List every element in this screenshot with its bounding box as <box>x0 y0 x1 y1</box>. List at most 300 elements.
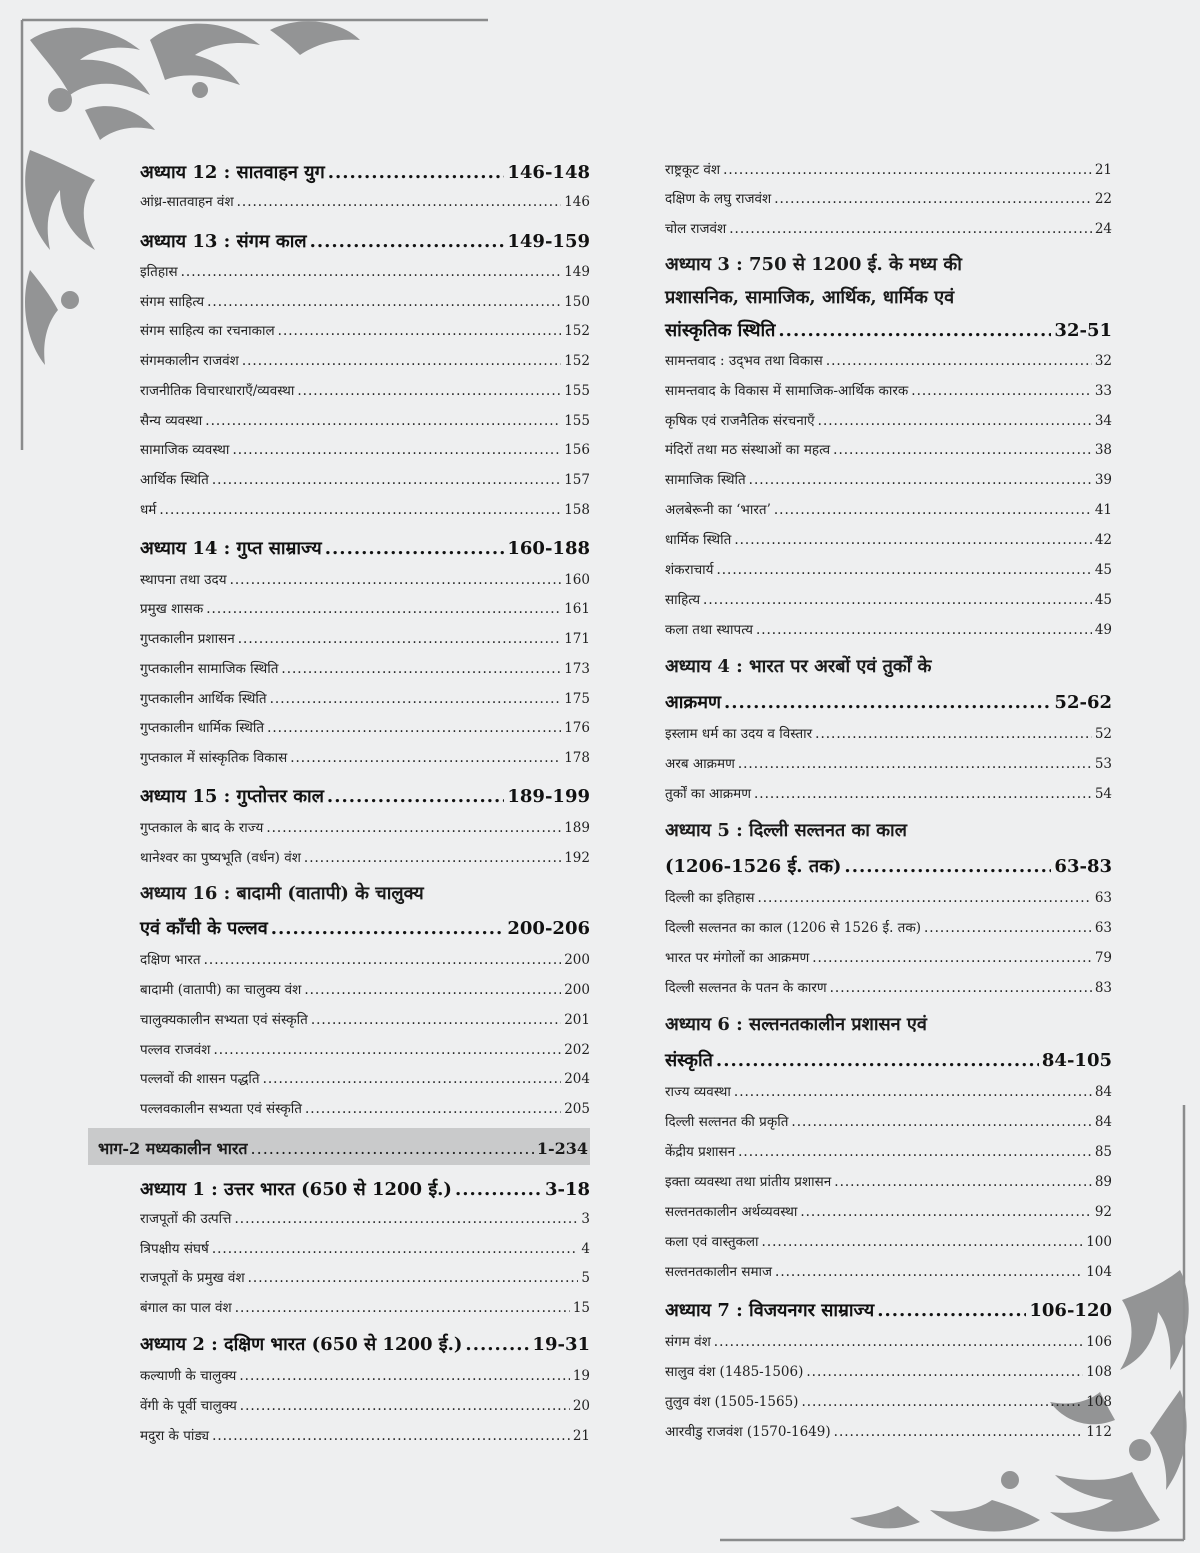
dot-leader <box>238 631 561 647</box>
page-range: 160-188 <box>507 538 590 559</box>
toc-chapter[interactable] <box>665 690 1112 714</box>
chapter-title-line: अध्याय 5 : दिल्ली सल्तनत का काल <box>665 820 907 841</box>
toc-entry[interactable] <box>140 659 590 677</box>
dot-leader <box>738 1144 1092 1160</box>
dot-leader <box>723 162 1092 178</box>
page-number: 176 <box>564 720 590 736</box>
dot-leader <box>204 952 562 968</box>
dot-leader <box>756 622 1092 638</box>
page-number: 158 <box>564 502 590 518</box>
page-range: 189-199 <box>507 786 590 807</box>
entry-title: सामाजिक व्यवस्था <box>140 442 230 458</box>
dot-leader <box>791 1114 1091 1130</box>
entry-title: गुप्तकालीन प्रशासन <box>140 631 235 647</box>
dot-leader <box>800 1204 1091 1220</box>
toc-entry[interactable] <box>665 440 1112 458</box>
page-number: 152 <box>564 323 590 339</box>
dot-leader <box>240 1398 570 1414</box>
page-number: 39 <box>1094 472 1112 488</box>
toc-entry[interactable] <box>665 1422 1112 1440</box>
toc-entry[interactable] <box>140 351 590 369</box>
dot-leader <box>734 1084 1092 1100</box>
toc-entry[interactable] <box>665 560 1112 578</box>
entry-title: इतिहास <box>140 264 178 280</box>
dot-leader <box>812 950 1092 966</box>
toc-entry[interactable] <box>140 980 590 998</box>
dot-leader <box>774 191 1092 207</box>
toc-entry[interactable] <box>665 948 1112 966</box>
dot-leader <box>834 1424 1084 1440</box>
toc-entry[interactable] <box>140 748 590 766</box>
page-number: 200 <box>564 982 590 998</box>
entry-title: स्थापना तथा उदय <box>140 572 227 588</box>
toc-entry[interactable] <box>665 1172 1112 1190</box>
page-number: 104 <box>1086 1264 1112 1280</box>
dot-leader <box>248 1270 579 1286</box>
page-number: 108 <box>1086 1394 1112 1410</box>
dot-leader <box>716 562 1091 578</box>
page-number: 89 <box>1094 1174 1112 1190</box>
toc-entry[interactable] <box>140 411 590 429</box>
toc-entry[interactable] <box>140 1298 590 1316</box>
page-number: 152 <box>564 353 590 369</box>
chapter-title: एवं काँची के पल्लव <box>140 918 268 939</box>
dot-leader <box>455 1179 542 1200</box>
dot-leader <box>844 856 1051 877</box>
dot-leader <box>212 472 561 488</box>
toc-left-column <box>140 0 590 1553</box>
dot-leader <box>818 413 1092 429</box>
dot-leader <box>806 1364 1083 1380</box>
entry-title: वेंगी के पूर्वी चालुक्य <box>140 1398 237 1414</box>
page-number: 200 <box>564 952 590 968</box>
dot-leader <box>237 194 562 210</box>
page-number: 112 <box>1086 1424 1112 1440</box>
entry-title: सामन्तवाद के विकास में सामाजिक-आर्थिक कारक <box>665 383 909 399</box>
chapter-title: अध्याय 15 : गुप्तोत्तर काल <box>140 786 324 807</box>
entry-title: त्रिपक्षीय संघर्ष <box>140 1241 209 1257</box>
dot-leader <box>278 323 562 339</box>
dot-leader <box>762 1234 1084 1250</box>
dot-leader <box>877 1300 1026 1321</box>
toc-entry[interactable] <box>665 1232 1112 1250</box>
toc-entry[interactable] <box>665 219 1112 237</box>
dot-leader <box>206 601 561 617</box>
page-number: 41 <box>1094 502 1112 518</box>
entry-title: चालुक्यकालीन सभ्यता एवं संस्कृति <box>140 1012 308 1028</box>
toc-entry[interactable] <box>665 1392 1112 1410</box>
page-number: 108 <box>1086 1364 1112 1380</box>
toc-chapter[interactable] <box>140 916 590 940</box>
dot-leader <box>833 442 1092 458</box>
page-range: 1-234 <box>536 1139 588 1158</box>
page-number: 205 <box>564 1101 590 1117</box>
toc-entry[interactable] <box>665 978 1112 996</box>
entry-title: गुप्तकालीन आर्थिक स्थिति <box>140 691 267 707</box>
page-number: 33 <box>1094 383 1112 399</box>
toc-entry[interactable] <box>665 620 1112 638</box>
page-number: 63 <box>1094 920 1112 936</box>
chapter-title: संस्कृति <box>665 1050 713 1071</box>
toc-entry[interactable] <box>665 470 1112 488</box>
toc-entry[interactable] <box>665 918 1112 936</box>
toc-entry[interactable] <box>140 1099 590 1117</box>
entry-title: इक्ता व्यवस्था तथा प्रांतीय प्रशासन <box>665 1174 832 1190</box>
entry-title: सामन्तवाद : उद्‌भव तथा विकास <box>665 353 823 369</box>
toc-entry[interactable] <box>140 292 590 310</box>
entry-title: प्रमुख शासक <box>140 601 204 617</box>
entry-title: बंगाल का पाल वंश <box>140 1300 232 1316</box>
page-range: 52-62 <box>1054 692 1112 713</box>
entry-title: राजनीतिक विचारधाराएँ/व्यवस्था <box>140 383 295 399</box>
page-range: 63-83 <box>1054 856 1112 877</box>
toc-entry[interactable] <box>140 570 590 588</box>
entry-title: दक्षिण भारत <box>140 952 201 968</box>
dot-leader <box>159 502 561 518</box>
toc-entry[interactable] <box>665 724 1112 742</box>
page-number: 192 <box>564 850 590 866</box>
toc-entry[interactable] <box>140 1396 590 1414</box>
entry-title: आरवीडु राजवंश (1570-1649) <box>665 1424 831 1440</box>
toc-entry[interactable] <box>140 818 590 836</box>
dot-leader <box>235 1300 570 1316</box>
toc-entry[interactable] <box>665 1332 1112 1350</box>
page-range: 149-159 <box>507 231 590 252</box>
dot-leader <box>213 1042 561 1058</box>
dot-leader <box>239 1368 569 1384</box>
chapter-title: अध्याय 2 : दक्षिण भारत (650 से 1200 ई.) <box>140 1334 463 1355</box>
page-number: 146 <box>564 194 590 210</box>
toc-entry[interactable] <box>665 590 1112 608</box>
dot-leader <box>734 532 1091 548</box>
chapter-title: आक्रमण <box>665 692 721 713</box>
dot-leader <box>232 442 561 458</box>
toc-entry[interactable] <box>140 1209 590 1227</box>
page-number: 54 <box>1094 786 1112 802</box>
chapter-title-line: प्रशासनिक, सामाजिक, आर्थिक, धार्मिक एवं <box>665 287 955 308</box>
chapter-title: अध्याय 14 : गुप्त साम्राज्य <box>140 538 322 559</box>
entry-title: चोल राजवंश <box>665 221 727 237</box>
toc-entry[interactable] <box>140 629 590 647</box>
dot-leader <box>242 353 561 369</box>
dot-leader <box>230 572 562 588</box>
entry-title: मदुरा के पांड्य <box>140 1428 210 1444</box>
entry-title: कला तथा स्थापत्य <box>665 622 753 638</box>
entry-title: इस्लाम धर्म का उदय व विस्तार <box>665 726 813 742</box>
toc-entry[interactable] <box>140 262 590 280</box>
page-number: 5 <box>581 1270 590 1286</box>
page-range: 19-31 <box>532 1334 590 1355</box>
entry-title: राजपूतों की उत्पत्ति <box>140 1211 232 1227</box>
toc-chapter[interactable] <box>140 1332 590 1356</box>
toc-entry[interactable] <box>665 1262 1112 1280</box>
dot-leader <box>267 720 561 736</box>
page-number: 83 <box>1094 980 1112 996</box>
entry-title: पल्लवकालीन सभ्यता एवं संस्कृति <box>140 1101 302 1117</box>
page-number: 19 <box>572 1368 590 1384</box>
page-range: 200-206 <box>507 918 590 939</box>
entry-title: केंद्रीय प्रशासन <box>665 1144 736 1160</box>
entry-title: राजपूतों के प्रमुख वंश <box>140 1270 245 1286</box>
toc-entry[interactable] <box>140 321 590 339</box>
toc-chapter[interactable] <box>140 784 590 808</box>
dot-leader <box>729 221 1092 237</box>
chapter-title: सांस्कृतिक स्थिति <box>665 320 776 341</box>
toc-entry[interactable] <box>665 1202 1112 1220</box>
entry-title: सैन्य व्यवस्था <box>140 413 203 429</box>
dot-leader <box>212 1241 579 1257</box>
page-number: 34 <box>1094 413 1112 429</box>
dot-leader <box>304 850 561 866</box>
entry-title: सल्तनतकालीन समाज <box>665 1264 773 1280</box>
page-range: 3-18 <box>544 1179 590 1200</box>
toc-entry[interactable] <box>665 754 1112 772</box>
toc-entry[interactable] <box>140 381 590 399</box>
toc-entry[interactable] <box>665 500 1112 518</box>
page-number: 53 <box>1094 756 1112 772</box>
page-number: 189 <box>564 820 590 836</box>
entry-title: दिल्ली सल्तनत की प्रकृति <box>665 1114 789 1130</box>
part-heading-band[interactable] <box>88 1128 590 1165</box>
chapter-title-line: अध्याय 3 : 750 से 1200 ई. के मध्य की <box>665 254 962 275</box>
entry-title: गुप्तकाल के बाद के राज्य <box>140 820 264 836</box>
toc-entry[interactable] <box>665 784 1112 802</box>
page-number: 4 <box>581 1241 590 1257</box>
toc-entry[interactable] <box>665 1112 1112 1130</box>
entry-title: दिल्ली सल्तनत का काल (1206 से 1526 ई. तक) <box>665 920 921 936</box>
dot-leader <box>911 383 1092 399</box>
dot-leader <box>212 1428 570 1444</box>
page-number: 20 <box>572 1398 590 1414</box>
entry-title: धर्म <box>140 502 157 518</box>
dot-leader <box>263 1071 562 1087</box>
dot-leader <box>774 502 1092 518</box>
page-number: 201 <box>564 1012 590 1028</box>
toc-entry[interactable] <box>140 1366 590 1384</box>
entry-title: पल्लव राजवंश <box>140 1042 211 1058</box>
entry-title: आर्थिक स्थिति <box>140 472 209 488</box>
page-number: 204 <box>564 1071 590 1087</box>
page-number: 3 <box>581 1211 590 1227</box>
entry-title: दिल्ली सल्तनत के पतन के कारण <box>665 980 827 996</box>
page-number: 156 <box>564 442 590 458</box>
page-number: 24 <box>1094 221 1112 237</box>
page-number: 106 <box>1086 1334 1112 1350</box>
entry-title: कृषिक एवं राजनैतिक संरचनाएँ <box>665 413 815 429</box>
entry-title: अलबेरूनी का ‘भारत’ <box>665 502 771 518</box>
toc-entry[interactable] <box>665 351 1112 369</box>
chapter-title-line: अध्याय 6 : सल्तनतकालीन प्रशासन एवं <box>665 1014 927 1035</box>
page-number: 42 <box>1094 532 1112 548</box>
toc-right-column <box>665 0 1112 1553</box>
dot-leader <box>801 1394 1083 1410</box>
toc-part[interactable] <box>98 1137 588 1159</box>
dot-leader <box>251 1139 534 1158</box>
page-number: 155 <box>564 413 590 429</box>
dot-leader <box>281 661 561 677</box>
entry-title: तुलुव वंश (1505-1565) <box>665 1394 799 1410</box>
dot-leader <box>775 1264 1083 1280</box>
dot-leader <box>290 750 561 766</box>
dot-leader <box>266 820 561 836</box>
entry-title: राज्य व्यवस्था <box>665 1084 731 1100</box>
entry-title: भारत पर मंगोलों का आक्रमण <box>665 950 810 966</box>
page-number: 161 <box>564 601 590 617</box>
toc-entry[interactable] <box>665 1082 1112 1100</box>
toc-entry[interactable] <box>140 1010 590 1028</box>
chapter-title: अध्याय 12 : सातवाहन युग <box>140 162 325 183</box>
toc-entry[interactable] <box>140 689 590 707</box>
entry-title: दिल्ली का इतिहास <box>665 890 755 906</box>
dot-leader <box>749 472 1092 488</box>
page-number: 32 <box>1094 353 1112 369</box>
dot-leader <box>311 1012 561 1028</box>
dot-leader <box>754 786 1092 802</box>
dot-leader <box>830 980 1092 996</box>
dot-leader <box>465 1334 529 1355</box>
entry-title: अरब आक्रमण <box>665 756 735 772</box>
toc-chapter[interactable] <box>665 318 1112 342</box>
dot-leader <box>815 726 1092 742</box>
page-number: 100 <box>1086 1234 1112 1250</box>
page-number: 21 <box>572 1428 590 1444</box>
page-number: 79 <box>1094 950 1112 966</box>
entry-title: सालुव वंश (1485-1506) <box>665 1364 804 1380</box>
page-number: 173 <box>564 661 590 677</box>
dot-leader <box>207 294 561 310</box>
page-range: 84-105 <box>1041 1050 1112 1071</box>
dot-leader <box>205 413 561 429</box>
dot-leader <box>724 692 1051 713</box>
page-number: 45 <box>1094 562 1112 578</box>
toc-entry[interactable] <box>665 411 1112 429</box>
entry-title: साहित्य <box>665 592 701 608</box>
entry-title: धार्मिक स्थिति <box>665 532 732 548</box>
toc-entry[interactable] <box>665 381 1112 399</box>
entry-title: पल्लवों की शासन पद्धति <box>140 1071 260 1087</box>
toc-entry[interactable] <box>665 530 1112 548</box>
dot-leader <box>757 890 1091 906</box>
toc-chapter[interactable] <box>665 854 1112 878</box>
toc-chapter[interactable] <box>140 229 590 253</box>
chapter-title-line: अध्याय 4 : भारत पर अरबों एवं तुर्कों के <box>665 656 932 677</box>
page-number: 157 <box>564 472 590 488</box>
toc-entry[interactable] <box>665 160 1112 178</box>
entry-title: बादामी (वातापी) का चालुक्य वंश <box>140 982 302 998</box>
toc-chapter[interactable] <box>140 536 590 560</box>
toc-chapter[interactable] <box>665 1048 1112 1072</box>
page-number: 175 <box>564 691 590 707</box>
dot-leader <box>738 756 1092 772</box>
page-number: 178 <box>564 750 590 766</box>
toc-chapter[interactable] <box>140 160 590 184</box>
dot-leader <box>181 264 562 280</box>
toc-chapter[interactable] <box>665 1298 1112 1322</box>
toc-chapter[interactable] <box>140 1177 590 1201</box>
toc-entry[interactable] <box>140 1268 590 1286</box>
dot-leader <box>305 1101 561 1117</box>
toc-entry[interactable] <box>140 1426 590 1444</box>
toc-entry[interactable] <box>140 500 590 518</box>
part-title: भाग-2 मध्यकालीन भारत <box>98 1139 248 1158</box>
page-number: 85 <box>1094 1144 1112 1160</box>
page-range: 106-120 <box>1029 1300 1112 1321</box>
page-number: 52 <box>1094 726 1112 742</box>
entry-title: गुप्तकालीन सामाजिक स्थिति <box>140 661 279 677</box>
entry-title: गुप्तकालीन धार्मिक स्थिति <box>140 720 265 736</box>
toc-entry[interactable] <box>140 599 590 617</box>
toc-entry[interactable] <box>665 1142 1112 1160</box>
page-number: 15 <box>572 1300 590 1316</box>
toc-entry[interactable] <box>665 1362 1112 1380</box>
toc-entry[interactable] <box>140 718 590 736</box>
entry-title: शंकराचार्य <box>665 562 714 578</box>
page-number: 22 <box>1094 191 1112 207</box>
page-number: 45 <box>1094 592 1112 608</box>
dot-leader <box>778 320 1051 341</box>
toc-entry[interactable] <box>665 189 1112 207</box>
page-number: 84 <box>1094 1114 1112 1130</box>
dot-leader <box>234 1211 578 1227</box>
chapter-title: (1206-1526 ई. तक) <box>665 856 842 877</box>
entry-title: संगम साहित्य <box>140 294 205 310</box>
entry-title: दक्षिण के लघु राजवंश <box>665 191 772 207</box>
dot-leader <box>834 1174 1092 1190</box>
page-number: 171 <box>564 631 590 647</box>
entry-title: मंदिरों तथा मठ संस्थाओं का महत्व <box>665 442 831 458</box>
entry-title: संगम वंश <box>665 1334 711 1350</box>
chapter-title-line: अध्याय 16 : बादामी (वातापी) के चालुक्य <box>140 883 424 904</box>
entry-title: आंध्र-सातवाहन वंश <box>140 194 234 210</box>
dot-leader <box>304 982 561 998</box>
dot-leader <box>924 920 1092 936</box>
dot-leader <box>310 231 505 252</box>
page-number: 202 <box>564 1042 590 1058</box>
toc-entry[interactable] <box>140 1069 590 1087</box>
chapter-title: अध्याय 1 : उत्तर भारत (650 से 1200 ई.) <box>140 1179 452 1200</box>
entry-title: सल्तनतकालीन अर्थव्यवस्था <box>665 1204 798 1220</box>
toc-entry[interactable] <box>140 1040 590 1058</box>
chapter-title: अध्याय 13 : संगम काल <box>140 231 307 252</box>
page-number: 155 <box>564 383 590 399</box>
page-number: 160 <box>564 572 590 588</box>
entry-title: गुप्तकाल में सांस्कृतिक विकास <box>140 750 288 766</box>
dot-leader <box>271 918 505 939</box>
dot-leader <box>270 691 562 707</box>
entry-title: थानेश्वर का पुष्यभूति (वर्धन) वंश <box>140 850 301 866</box>
toc-entry[interactable] <box>140 848 590 866</box>
page-number: 49 <box>1094 622 1112 638</box>
entry-title: तुर्कों का आक्रमण <box>665 786 752 802</box>
toc-entry[interactable] <box>140 470 590 488</box>
page-number: 92 <box>1094 1204 1112 1220</box>
entry-title: संगमकालीन राजवंश <box>140 353 239 369</box>
toc-entry[interactable] <box>140 1239 590 1257</box>
toc-entry[interactable] <box>140 192 590 210</box>
page-range: 32-51 <box>1054 320 1112 341</box>
page-number: 84 <box>1094 1084 1112 1100</box>
toc-entry[interactable] <box>665 888 1112 906</box>
dot-leader <box>826 353 1092 369</box>
page-number: 38 <box>1094 442 1112 458</box>
dot-leader <box>703 592 1092 608</box>
entry-title: राष्ट्रकूट वंश <box>665 162 721 178</box>
page-number: 149 <box>564 264 590 280</box>
toc-entry[interactable] <box>140 440 590 458</box>
toc-entry[interactable] <box>140 950 590 968</box>
page-range: 146-148 <box>507 162 590 183</box>
dot-leader <box>297 383 561 399</box>
